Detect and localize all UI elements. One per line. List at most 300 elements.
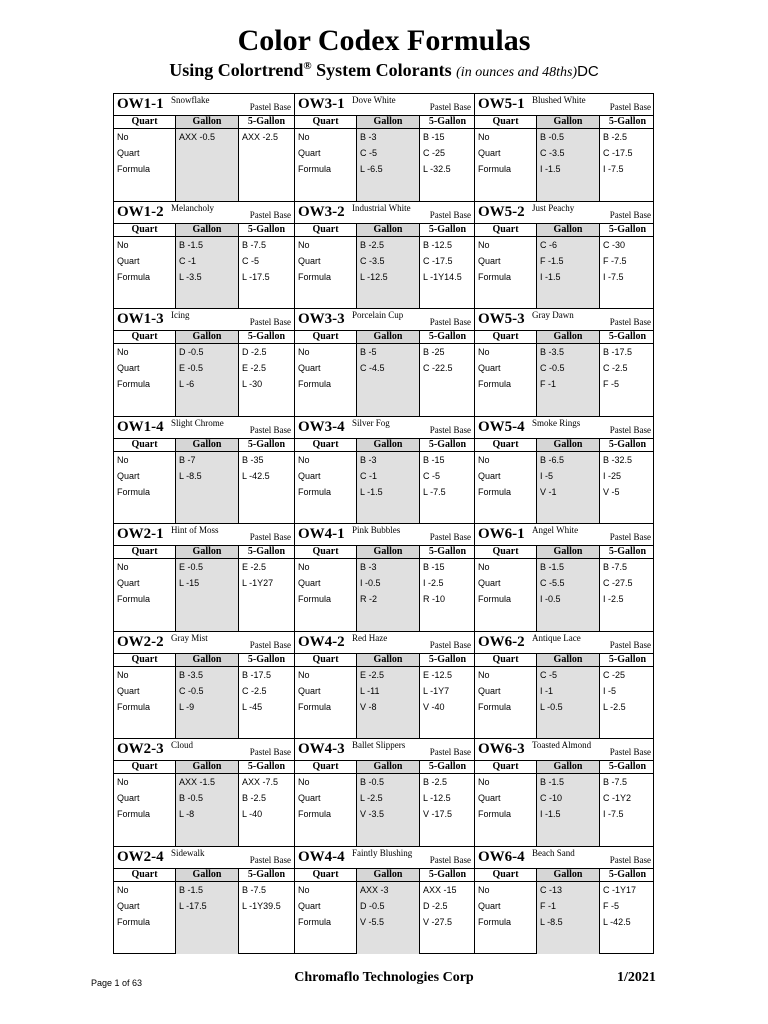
formula-value: Formula [117,809,151,819]
formula-value: F -1.5 [540,256,564,266]
page-subtitle [0,60,768,81]
formula-value: L -12.5 [360,272,388,282]
header-gallon: Gallon [356,438,419,452]
formula-value: L -17.5 [179,901,207,911]
formula-value: Formula [478,594,512,604]
header-quart: Quart [295,223,356,237]
color-name: Faintly Blushing [352,848,413,858]
formula-value: B -0.5 [360,777,385,787]
formula-value: B -1.5 [540,562,565,572]
formula-value: B -3 [360,455,377,465]
quart-column [475,559,536,631]
formula-value: V -8 [360,702,377,712]
formula-value: C -3.5 [360,256,385,266]
header-five-gallon: 5-Gallon [419,223,475,237]
color-name: Cloud [171,740,194,750]
formula-card [114,524,295,632]
header-quart: Quart [114,223,175,237]
formula-value: No [298,347,310,357]
formula-value: I -2.5 [603,594,624,604]
gallon-column [536,667,599,738]
formula-value: No [117,562,129,572]
formula-value: No [298,562,310,572]
formula-card [295,632,475,739]
base-label: Pastel Base [429,317,471,327]
formula-value: I -7.5 [603,164,624,174]
formula-value: AXX -2.5 [242,132,279,142]
color-name: Snowflake [171,95,210,105]
header-five-gallon: 5-Gallon [599,760,654,774]
formula-value: L -3.5 [179,272,202,282]
formula-value: Quart [117,148,140,158]
header-five-gallon: 5-Gallon [599,330,654,344]
five-gallon-column [238,237,294,308]
header-five-gallon: 5-Gallon [419,115,475,129]
header-five-gallon: 5-Gallon [238,223,294,237]
formula-value: F -7.5 [603,256,627,266]
base-label: Pastel Base [429,102,471,112]
formula-value: B -1.5 [179,240,204,250]
header-gallon: Gallon [356,760,419,774]
color-name: Sidewalk [171,848,205,858]
color-name: Just Peachy [532,203,575,213]
formula-value: E -2.5 [242,562,267,572]
formula-code: OW4-3 [298,741,345,757]
formula-code: OW2-4 [117,849,164,865]
header-quart: Quart [475,330,536,344]
formula-value: Formula [298,917,332,927]
formula-value: V -5.5 [360,917,385,927]
base-label: Pastel Base [429,747,471,757]
base-label: Pastel Base [249,102,291,112]
formula-value: I -0.5 [540,594,561,604]
header-gallon: Gallon [175,223,238,237]
quart-column [114,344,175,416]
quart-column [114,237,175,308]
formula-value: B -3.5 [540,347,565,357]
formula-value: L -8.5 [540,917,563,927]
formula-value: B -7.5 [603,777,628,787]
header-gallon: Gallon [175,868,238,882]
formula-value: No [478,240,490,250]
base-label: Pastel Base [609,210,651,220]
header-five-gallon: 5-Gallon [419,653,475,667]
gallon-column [356,774,419,846]
formula-value: Quart [117,578,140,588]
page-number: Page 1 of 63 [91,978,143,988]
quart-column [114,559,175,631]
formula-value: C -2.5 [603,363,628,373]
five-gallon-column [419,774,475,846]
formula-grid [113,93,654,954]
formula-card [114,202,295,309]
formula-code: OW2-3 [117,741,164,757]
subtitle-rest: System Colorants [311,60,457,80]
formula-value: No [117,132,129,142]
footer-date: 1/2021 [617,970,656,985]
quart-column [295,882,356,954]
formula-value: L -32.5 [423,164,451,174]
header-quart: Quart [295,653,356,667]
formula-value: F -5 [603,901,620,911]
header-quart: Quart [295,115,356,129]
base-label: Pastel Base [249,317,291,327]
formula-value: L -2.5 [603,702,626,712]
quart-column [475,774,536,846]
formula-card [114,94,295,202]
formula-value: B -7.5 [603,562,628,572]
formula-value: L -0.5 [540,702,563,712]
formula-value: E -0.5 [179,562,204,572]
base-label: Pastel Base [429,532,471,542]
formula-code: OW6-1 [478,526,525,542]
gallon-column [356,882,419,954]
formula-value: Quart [478,901,501,911]
base-label: Pastel Base [249,640,291,650]
base-label: Pastel Base [249,425,291,435]
formula-value: Formula [298,594,332,604]
formula-value: Formula [478,164,512,174]
formula-value: Formula [478,487,512,497]
formula-card [295,202,475,309]
five-gallon-column [599,344,654,416]
formula-code: OW4-1 [298,526,345,542]
subtitle-suffix: DC [577,63,599,80]
formula-value: C -17.5 [603,148,633,158]
header-gallon: Gallon [175,653,238,667]
header-quart: Quart [114,115,175,129]
formula-value: No [117,455,129,465]
quart-column [295,237,356,308]
header-five-gallon: 5-Gallon [599,545,654,559]
formula-value: B -15 [423,562,445,572]
formula-value: B -0.5 [540,132,565,142]
header-five-gallon: 5-Gallon [419,868,475,882]
formula-value: Quart [117,471,140,481]
header-quart: Quart [295,545,356,559]
header-five-gallon: 5-Gallon [419,330,475,344]
formula-code: OW3-2 [298,204,345,220]
gallon-column [175,237,238,308]
base-label: Pastel Base [609,317,651,327]
formula-value: D -2.5 [242,347,267,357]
formula-value: F -1 [540,901,557,911]
formula-code: OW2-1 [117,526,164,542]
color-name: Silver Fog [352,418,390,428]
formula-value: B -3 [360,562,377,572]
five-gallon-column [599,774,654,846]
header-gallon: Gallon [175,438,238,452]
gallon-column [356,559,419,631]
base-label: Pastel Base [609,855,651,865]
formula-value: No [478,777,490,787]
header-gallon: Gallon [356,223,419,237]
formula-value: L -42.5 [603,917,631,927]
subtitle-units: (in ounces and 48ths) [456,65,578,80]
gallon-column [175,344,238,416]
formula-code: OW1-2 [117,204,164,220]
header-gallon: Gallon [536,223,599,237]
formula-value: D -0.5 [360,901,385,911]
gallon-column [536,452,599,523]
formula-code: OW5-1 [478,96,525,112]
formula-card [475,202,654,309]
formula-value: Formula [117,487,151,497]
formula-value: C -25 [603,670,626,680]
formula-value: Quart [478,793,501,803]
formula-value: Formula [117,272,151,282]
five-gallon-column [419,559,475,631]
formula-value: Quart [117,793,140,803]
color-name: Melancholy [171,203,214,213]
color-name: Beach Sand [532,848,575,858]
formula-value: V -27.5 [423,917,453,927]
base-label: Pastel Base [249,747,291,757]
formula-code: OW4-2 [298,634,345,650]
formula-value: L -15 [179,578,200,588]
formula-value: C -3.5 [540,148,565,158]
formula-value: F -1 [540,379,557,389]
formula-value: Formula [478,702,512,712]
color-name: Icing [171,310,190,320]
formula-value: V -3.5 [360,809,385,819]
base-label: Pastel Base [609,747,651,757]
header-quart: Quart [295,438,356,452]
header-quart: Quart [114,545,175,559]
formula-value: C -0.5 [540,363,565,373]
quart-column [295,667,356,738]
header-gallon: Gallon [356,653,419,667]
formula-code: OW1-4 [117,419,164,435]
formula-value: No [117,777,129,787]
formula-value: C -27.5 [603,578,633,588]
five-gallon-column [599,129,654,201]
five-gallon-column [238,129,294,201]
formula-value: C -30 [603,240,626,250]
header-five-gallon: 5-Gallon [238,438,294,452]
header-five-gallon: 5-Gallon [238,545,294,559]
formula-value: No [298,240,310,250]
formula-value: V -17.5 [423,809,453,819]
formula-value: L -8.5 [179,471,202,481]
header-quart: Quart [295,760,356,774]
color-name: Gray Mist [171,633,208,643]
formula-card [295,847,475,954]
header-quart: Quart [114,653,175,667]
header-quart: Quart [114,330,175,344]
formula-value: Quart [117,256,140,266]
header-gallon: Gallon [536,653,599,667]
subtitle-main: Using Colortrend [169,60,304,80]
formula-value: Formula [298,379,332,389]
formula-value: C -6 [540,240,558,250]
formula-value: No [117,670,129,680]
formula-value: C -1Y17 [603,885,637,895]
formula-code: OW2-2 [117,634,164,650]
gallon-column [175,882,238,954]
formula-value: L -7.5 [423,487,446,497]
header-quart: Quart [475,868,536,882]
formula-value: Quart [298,471,321,481]
five-gallon-column [238,774,294,846]
formula-code: OW6-3 [478,741,525,757]
formula-card [475,524,654,632]
header-five-gallon: 5-Gallon [238,653,294,667]
header-gallon: Gallon [536,115,599,129]
formula-value: B -7.5 [242,240,267,250]
header-gallon: Gallon [356,115,419,129]
header-five-gallon: 5-Gallon [238,760,294,774]
formula-value: I -25 [603,471,622,481]
header-quart: Quart [114,760,175,774]
formula-value: No [478,562,490,572]
header-five-gallon: 5-Gallon [599,223,654,237]
formula-value: Formula [478,809,512,819]
five-gallon-column [419,129,475,201]
gallon-column [356,452,419,523]
color-name: Pink Bubbles [352,525,401,535]
formula-value: I -0.5 [360,578,381,588]
formula-value: B -15 [423,455,445,465]
formula-value: AXX -7.5 [242,777,279,787]
five-gallon-column [419,237,475,308]
formula-value: No [298,455,310,465]
formula-value: Quart [478,578,501,588]
formula-value: Formula [117,164,151,174]
formula-value: No [478,670,490,680]
formula-value: No [117,885,129,895]
formula-value: I -2.5 [423,578,444,588]
gallon-column [356,667,419,738]
header-quart: Quart [295,868,356,882]
formula-value: V -40 [423,702,445,712]
header-gallon: Gallon [536,545,599,559]
gallon-column [356,237,419,308]
formula-value: B -12.5 [423,240,453,250]
base-label: Pastel Base [249,532,291,542]
five-gallon-column [238,882,294,954]
formula-value: B -3.5 [179,670,204,680]
base-label: Pastel Base [609,532,651,542]
formula-value: L -1.5 [360,487,383,497]
formula-value: L -11 [360,686,380,696]
formula-value: B -3 [360,132,377,142]
header-gallon: Gallon [536,438,599,452]
formula-value: L -1Y14.5 [423,272,462,282]
base-label: Pastel Base [249,210,291,220]
color-name: Porcelain Cup [352,310,404,320]
formula-value: C -2.5 [242,686,267,696]
formula-value: No [298,885,310,895]
formula-value: B -35 [242,455,264,465]
gallon-column [175,667,238,738]
registered-mark: ® [303,60,312,72]
quart-column [475,237,536,308]
formula-value: B -1.5 [179,885,204,895]
quart-column [295,129,356,201]
formula-value: C -22.5 [423,363,453,373]
formula-code: OW6-2 [478,634,525,650]
header-five-gallon: 5-Gallon [419,438,475,452]
formula-value: C -5 [360,148,378,158]
formula-value: Quart [478,148,501,158]
formula-card [475,632,654,739]
quart-column [475,452,536,523]
five-gallon-column [238,667,294,738]
formula-value: Quart [478,363,501,373]
header-quart: Quart [295,330,356,344]
formula-value: C -5 [423,471,441,481]
quart-column [475,129,536,201]
formula-value: No [478,132,490,142]
formula-value: No [298,132,310,142]
formula-value: L -9 [179,702,195,712]
formula-value: C -1 [179,256,197,266]
color-name: Ballet Slippers [352,740,406,750]
gallon-column [536,882,599,954]
formula-value: Formula [298,702,332,712]
formula-value: I -7.5 [603,809,624,819]
formula-value: I -1.5 [540,809,561,819]
color-name: Slight Chrome [171,418,224,428]
formula-value: C -1 [360,471,378,481]
formula-card [114,417,295,524]
gallon-column [356,344,419,416]
formula-value: AXX -0.5 [179,132,216,142]
formula-value: Formula [117,594,151,604]
formula-value: V -5 [603,487,620,497]
formula-value: B -32.5 [603,455,633,465]
formula-value: E -12.5 [423,670,453,680]
formula-value: L -1Y7 [423,686,450,696]
color-name: Smoke Rings [532,418,581,428]
formula-value: Formula [298,487,332,497]
formula-value: L -6 [179,379,195,389]
formula-value: L -45 [242,702,263,712]
color-name: Industrial White [352,203,411,213]
gallon-column [175,129,238,201]
formula-value: R -10 [423,594,446,604]
formula-value: B -7 [179,455,196,465]
formula-code: OW1-3 [117,311,164,327]
header-gallon: Gallon [175,760,238,774]
formula-code: OW1-1 [117,96,164,112]
formula-value: Quart [298,578,321,588]
formula-code: OW5-4 [478,419,525,435]
formula-code: OW5-2 [478,204,525,220]
formula-value: B -7.5 [242,885,267,895]
formula-value: No [478,455,490,465]
formula-value: Quart [298,686,321,696]
formula-value: B -2.5 [423,777,448,787]
header-gallon: Gallon [175,115,238,129]
formula-value: L -40 [242,809,263,819]
quart-column [114,452,175,523]
five-gallon-column [599,882,654,954]
formula-value: B -2.5 [242,793,267,803]
formula-card [475,847,654,954]
formula-card [295,524,475,632]
formula-value: F -5 [603,379,620,389]
formula-value: L -17.5 [242,272,270,282]
five-gallon-column [419,344,475,416]
formula-value: I -5 [540,471,554,481]
formula-value: Quart [298,148,321,158]
base-label: Pastel Base [249,855,291,865]
formula-value: Quart [298,793,321,803]
formula-card [475,94,654,202]
quart-column [114,882,175,954]
